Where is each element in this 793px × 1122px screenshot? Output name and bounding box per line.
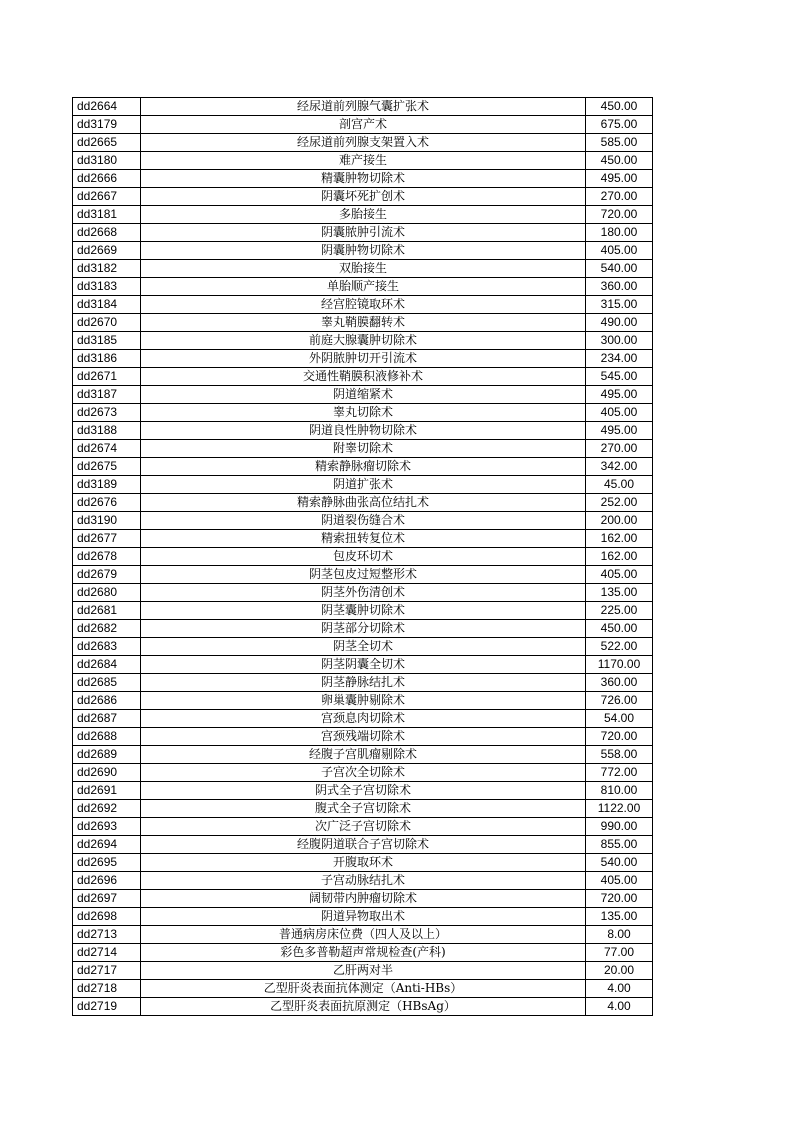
item-name-cell: 包皮环切术 <box>141 548 586 566</box>
item-name-cell: 多胎接生 <box>141 206 586 224</box>
item-name-cell: 阴道缩紧术 <box>141 386 586 404</box>
item-name-cell: 睾丸切除术 <box>141 404 586 422</box>
item-code-cell: dd3185 <box>73 332 141 350</box>
item-name-cell: 前庭大腺囊肿切除术 <box>141 332 586 350</box>
table-row <box>73 764 653 782</box>
item-code-cell: dd3180 <box>73 152 141 170</box>
item-price-cell: 1170.00 <box>586 656 653 674</box>
item-price-cell: 495.00 <box>586 386 653 404</box>
item-code-cell: dd2666 <box>73 170 141 188</box>
item-name-cell: 阴茎静脉结扎术 <box>141 674 586 692</box>
item-name-cell: 阴茎部分切除术 <box>141 620 586 638</box>
table-row <box>73 206 653 224</box>
item-name-cell: 双胎接生 <box>141 260 586 278</box>
table-row <box>73 566 653 584</box>
table-row <box>73 512 653 530</box>
table-row <box>73 224 653 242</box>
table-row <box>73 458 653 476</box>
table-row <box>73 926 653 944</box>
table-row <box>73 980 653 998</box>
item-code-cell: dd2695 <box>73 854 141 872</box>
table-row <box>73 638 653 656</box>
item-price-cell: 585.00 <box>586 134 653 152</box>
item-price-cell: 990.00 <box>586 818 653 836</box>
item-name-cell: 阴囊脓肿引流术 <box>141 224 586 242</box>
item-name-cell: 子宫动脉结扎术 <box>141 872 586 890</box>
table-row <box>73 782 653 800</box>
item-price-cell: 270.00 <box>586 440 653 458</box>
item-code-cell: dd2690 <box>73 764 141 782</box>
table-row <box>73 242 653 260</box>
item-code-cell: dd2688 <box>73 728 141 746</box>
item-code-cell: dd2689 <box>73 746 141 764</box>
item-code-cell: dd2717 <box>73 962 141 980</box>
item-name-cell: 阴式全子宫切除术 <box>141 782 586 800</box>
table-row <box>73 944 653 962</box>
item-name-cell: 交通性鞘膜积液修补术 <box>141 368 586 386</box>
item-price-cell: 810.00 <box>586 782 653 800</box>
item-price-cell: 405.00 <box>586 872 653 890</box>
table-row <box>73 692 653 710</box>
item-code-cell: dd3186 <box>73 350 141 368</box>
table-row <box>73 170 653 188</box>
table-row <box>73 332 653 350</box>
item-code-cell: dd2696 <box>73 872 141 890</box>
item-price-cell: 540.00 <box>586 260 653 278</box>
table-row <box>73 890 653 908</box>
item-name-cell: 乙型肝炎表面抗体测定（Anti-HBs） <box>141 980 586 998</box>
item-code-cell: dd2668 <box>73 224 141 242</box>
item-name-cell: 阴道裂伤缝合术 <box>141 512 586 530</box>
item-code-cell: dd2678 <box>73 548 141 566</box>
item-price-cell: 77.00 <box>586 944 653 962</box>
item-price-cell: 772.00 <box>586 764 653 782</box>
item-price-cell: 342.00 <box>586 458 653 476</box>
item-price-cell: 405.00 <box>586 404 653 422</box>
table-row <box>73 800 653 818</box>
item-code-cell: dd2677 <box>73 530 141 548</box>
item-name-cell: 子宫次全切除术 <box>141 764 586 782</box>
item-code-cell: dd2687 <box>73 710 141 728</box>
table-row <box>73 998 653 1016</box>
table-row <box>73 872 653 890</box>
item-name-cell: 难产接生 <box>141 152 586 170</box>
table-row <box>73 152 653 170</box>
item-code-cell: dd2698 <box>73 908 141 926</box>
table-row <box>73 962 653 980</box>
table-row <box>73 296 653 314</box>
item-price-cell: 4.00 <box>586 998 653 1016</box>
item-code-cell: dd3181 <box>73 206 141 224</box>
item-name-cell: 阴茎外伤清创术 <box>141 584 586 602</box>
item-code-cell: dd2714 <box>73 944 141 962</box>
item-price-cell: 558.00 <box>586 746 653 764</box>
item-code-cell: dd3190 <box>73 512 141 530</box>
item-name-cell: 次广泛子宫切除术 <box>141 818 586 836</box>
item-name-cell: 经宫腔镜取环术 <box>141 296 586 314</box>
item-name-cell: 精索扭转复位术 <box>141 530 586 548</box>
table-row <box>73 908 653 926</box>
table-row <box>73 314 653 332</box>
item-code-cell: dd3179 <box>73 116 141 134</box>
item-price-cell: 675.00 <box>586 116 653 134</box>
item-code-cell: dd3187 <box>73 386 141 404</box>
item-price-cell: 300.00 <box>586 332 653 350</box>
table-row <box>73 386 653 404</box>
item-name-cell: 阴茎阴囊全切术 <box>141 656 586 674</box>
table-row <box>73 494 653 512</box>
item-price-cell: 450.00 <box>586 98 653 116</box>
item-price-cell: 545.00 <box>586 368 653 386</box>
table-row <box>73 854 653 872</box>
item-name-cell: 阴囊肿物切除术 <box>141 242 586 260</box>
item-price-cell: 360.00 <box>586 674 653 692</box>
item-code-cell: dd3183 <box>73 278 141 296</box>
item-name-cell: 睾丸鞘膜翻转术 <box>141 314 586 332</box>
item-name-cell: 卵巢囊肿剔除术 <box>141 692 586 710</box>
table-row <box>73 422 653 440</box>
item-name-cell: 经尿道前列腺支架置入术 <box>141 134 586 152</box>
item-code-cell: dd2691 <box>73 782 141 800</box>
item-name-cell: 阴囊坏死扩创术 <box>141 188 586 206</box>
item-price-cell: 162.00 <box>586 548 653 566</box>
table-row <box>73 368 653 386</box>
item-name-cell: 阴道良性肿物切除术 <box>141 422 586 440</box>
item-code-cell: dd2664 <box>73 98 141 116</box>
item-code-cell: dd2679 <box>73 566 141 584</box>
item-name-cell: 乙型肝炎表面抗原测定（HBsAg） <box>141 998 586 1016</box>
item-code-cell: dd2675 <box>73 458 141 476</box>
table-row <box>73 440 653 458</box>
table-row <box>73 134 653 152</box>
table-row <box>73 584 653 602</box>
item-name-cell: 外阴脓肿切开引流术 <box>141 350 586 368</box>
item-price-cell: 135.00 <box>586 584 653 602</box>
item-price-cell: 522.00 <box>586 638 653 656</box>
table-row <box>73 548 653 566</box>
item-code-cell: dd2692 <box>73 800 141 818</box>
item-price-cell: 4.00 <box>586 980 653 998</box>
item-code-cell: dd2673 <box>73 404 141 422</box>
item-name-cell: 经腹子宫肌瘤剔除术 <box>141 746 586 764</box>
item-code-cell: dd2665 <box>73 134 141 152</box>
item-code-cell: dd2674 <box>73 440 141 458</box>
item-name-cell: 阴道异物取出术 <box>141 908 586 926</box>
item-name-cell: 宫颈残端切除术 <box>141 728 586 746</box>
table-body <box>73 98 653 1016</box>
item-code-cell: dd2693 <box>73 818 141 836</box>
item-code-cell: dd3182 <box>73 260 141 278</box>
item-price-cell: 200.00 <box>586 512 653 530</box>
table-row <box>73 656 653 674</box>
table-row <box>73 260 653 278</box>
item-price-cell: 225.00 <box>586 602 653 620</box>
item-code-cell: dd2697 <box>73 890 141 908</box>
table-row <box>73 620 653 638</box>
item-name-cell: 精索静脉瘤切除术 <box>141 458 586 476</box>
item-price-cell: 720.00 <box>586 206 653 224</box>
item-code-cell: dd2669 <box>73 242 141 260</box>
item-price-cell: 252.00 <box>586 494 653 512</box>
item-price-cell: 162.00 <box>586 530 653 548</box>
item-code-cell: dd2682 <box>73 620 141 638</box>
item-code-cell: dd2684 <box>73 656 141 674</box>
item-code-cell: dd2718 <box>73 980 141 998</box>
item-name-cell: 单胎顺产接生 <box>141 278 586 296</box>
table-row <box>73 602 653 620</box>
item-code-cell: dd2681 <box>73 602 141 620</box>
table-row <box>73 278 653 296</box>
table-row <box>73 98 653 116</box>
item-price-cell: 720.00 <box>586 890 653 908</box>
item-name-cell: 乙肝两对半 <box>141 962 586 980</box>
item-price-cell: 540.00 <box>586 854 653 872</box>
item-name-cell: 经腹阴道联合子宫切除术 <box>141 836 586 854</box>
table-row <box>73 836 653 854</box>
item-price-cell: 720.00 <box>586 728 653 746</box>
item-name-cell: 彩色多普勒超声常规检查(产科) <box>141 944 586 962</box>
item-name-cell: 精囊肿物切除术 <box>141 170 586 188</box>
item-code-cell: dd2685 <box>73 674 141 692</box>
item-price-cell: 270.00 <box>586 188 653 206</box>
item-name-cell: 腹式全子宫切除术 <box>141 800 586 818</box>
item-price-cell: 20.00 <box>586 962 653 980</box>
table-row <box>73 476 653 494</box>
item-code-cell: dd2667 <box>73 188 141 206</box>
table-row <box>73 674 653 692</box>
item-name-cell: 宫颈息肉切除术 <box>141 710 586 728</box>
item-price-cell: 405.00 <box>586 242 653 260</box>
table-row <box>73 404 653 422</box>
item-price-cell: 450.00 <box>586 620 653 638</box>
item-price-cell: 726.00 <box>586 692 653 710</box>
item-price-cell: 180.00 <box>586 224 653 242</box>
item-code-cell: dd3188 <box>73 422 141 440</box>
item-price-cell: 495.00 <box>586 422 653 440</box>
item-name-cell: 开腹取环术 <box>141 854 586 872</box>
table-row <box>73 728 653 746</box>
item-code-cell: dd2686 <box>73 692 141 710</box>
item-price-cell: 495.00 <box>586 170 653 188</box>
item-name-cell: 阴茎全切术 <box>141 638 586 656</box>
item-name-cell: 阴茎包皮过短整形术 <box>141 566 586 584</box>
item-price-cell: 54.00 <box>586 710 653 728</box>
item-price-cell: 1122.00 <box>586 800 653 818</box>
table-row <box>73 818 653 836</box>
item-price-cell: 315.00 <box>586 296 653 314</box>
item-price-cell: 405.00 <box>586 566 653 584</box>
item-code-cell: dd2676 <box>73 494 141 512</box>
item-price-cell: 360.00 <box>586 278 653 296</box>
item-code-cell: dd3184 <box>73 296 141 314</box>
item-name-cell: 阴道扩张术 <box>141 476 586 494</box>
item-price-cell: 450.00 <box>586 152 653 170</box>
item-price-cell: 135.00 <box>586 908 653 926</box>
table-row <box>73 710 653 728</box>
item-name-cell: 阔韧带内肿瘤切除术 <box>141 890 586 908</box>
item-name-cell: 普通病房床位费（四人及以上） <box>141 926 586 944</box>
table-row <box>73 530 653 548</box>
item-name-cell: 阴茎囊肿切除术 <box>141 602 586 620</box>
item-price-cell: 234.00 <box>586 350 653 368</box>
item-price-cell: 855.00 <box>586 836 653 854</box>
table-row <box>73 746 653 764</box>
item-name-cell: 附睾切除术 <box>141 440 586 458</box>
item-code-cell: dd2680 <box>73 584 141 602</box>
item-code-cell: dd2713 <box>73 926 141 944</box>
item-code-cell: dd2671 <box>73 368 141 386</box>
item-name-cell: 剖宫产术 <box>141 116 586 134</box>
item-code-cell: dd2719 <box>73 998 141 1016</box>
item-code-cell: dd2683 <box>73 638 141 656</box>
item-code-cell: dd2670 <box>73 314 141 332</box>
item-price-cell: 490.00 <box>586 314 653 332</box>
item-code-cell: dd2694 <box>73 836 141 854</box>
table-row <box>73 116 653 134</box>
item-name-cell: 精索静脉曲张高位结扎术 <box>141 494 586 512</box>
table-row <box>73 188 653 206</box>
item-name-cell: 经尿道前列腺气囊扩张术 <box>141 98 586 116</box>
item-price-cell: 8.00 <box>586 926 653 944</box>
table-row <box>73 350 653 368</box>
item-price-cell: 45.00 <box>586 476 653 494</box>
price-table <box>72 97 653 1016</box>
item-code-cell: dd3189 <box>73 476 141 494</box>
